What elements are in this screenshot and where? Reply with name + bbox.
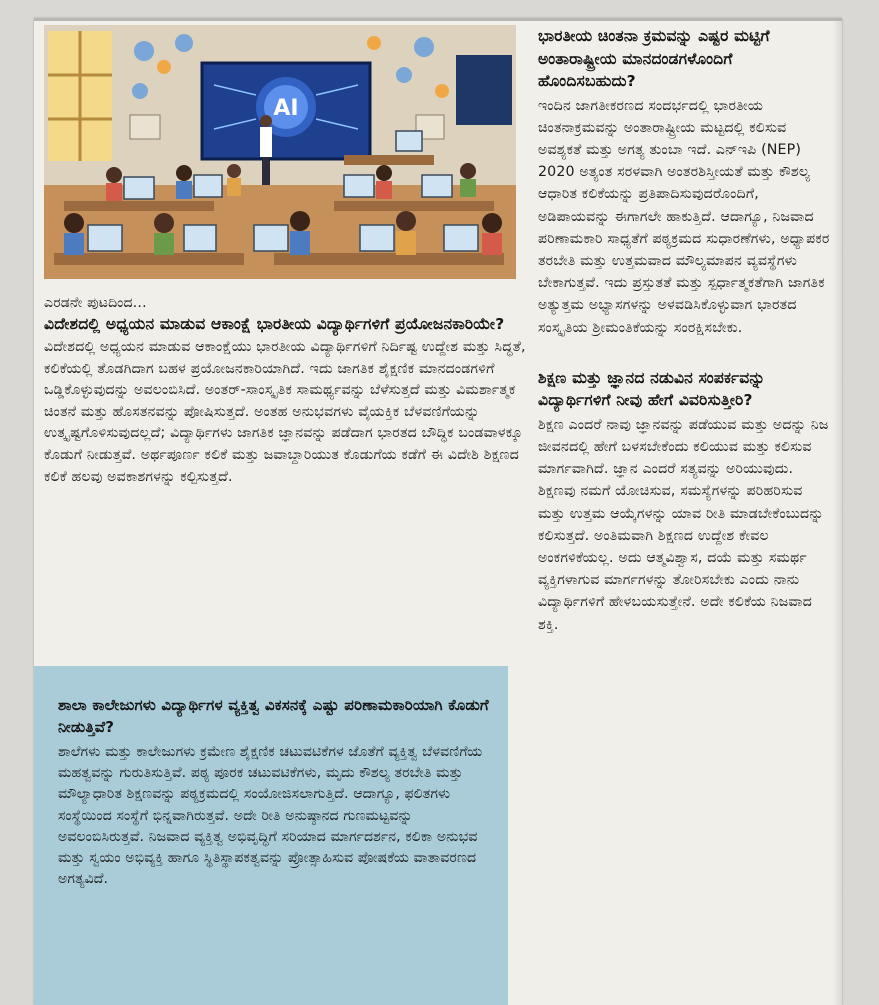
left-column [40, 25, 532, 488]
answer-indian-thought: ಇಂದಿನ ಜಾಗತೀಕರಣದ ಸಂದರ್ಭದಲ್ಲಿ ಭಾರತೀಯ ಚಿಂತನಾಕ್ರಮವನ್ನು ಅಂತಾರಾಷ್ಟ್ರೀಯ ಮಟ್ಟದಲ್ಲಿ ಕಲಿಸುವ ಅವಶ್ಯಕತೆ ಮತ್ತು ಅಗತ್ಯ ತುಂಬಾ ಇದೆ. ಎನ್‌ಇಪಿ (NEP) 2020 ಅತ್ಯಂತ ಸರಳವಾಗಿ ಅಂತರಶಿಸ್ತೀಯತೆ ಮತ್ತು ಕೌಶಲ್ಯ ಆಧಾರಿತ ಕಲಿಕೆಯನ್ನು ಪ್ರತಿಪಾದಿಸುವುದರೊಂದಿಗೆ, ಅಡಿಪಾಯವನ್ನು ಈಗಾಗಲೇ ಹಾಕುತ್ತಿದೆ. ಆದಾಗ್ಯೂ, ನಿಜವಾದ ಪರಿಣಾಮಕಾರಿ ಸಾಧ್ಯತೆಗೆ ಪಠ್ಯಕ್ರಮದ ಸುಧಾರಣೆಗಳು, ಅಧ್ಯಾಪಕರ ತರಬೇತಿ ಮತ್ತು ಉತ್ತಮವಾದ ಮೌಲ್ಯಮಾಪನ ವ್ಯವಸ್ಥೆಗಳು ಬೇಕಾಗುತ್ತವೆ. ಇದು ಪ್ರಸ್ತುತತೆ ಮತ್ತು ಸ್ಪರ್ಧಾತ್ಮಕತೆಗಾಗಿ ಜಾಗತಿಕ ಅತ್ಯುತ್ತಮ ಅಭ್ಯಾಸಗಳನ್ನು ಅಳವಡಿಸಿಕೊಳ್ಳುವಾಗ ಭಾರತದ ಸಂಸ್ಕೃತಿಯ ಶ್ರೀಮಂತಿಕೆಯನ್ನು ಸಂರಕ್ಷಿಸಬೇಕು. [538, 97, 830, 336]
page-edge-shadow [832, 21, 842, 1005]
classroom-scene [44, 25, 516, 279]
continued-from-label: ಎರಡನೇ ಪುಟದಿಂದ... [44, 295, 147, 311]
newspaper-page [34, 18, 842, 1005]
question-education-knowledge: ಶಿಕ್ಷಣ ಮತ್ತು ಜ್ಞಾನದ ನಡುವಿನ ಸಂಪರ್ಕವನ್ನು ವಿದ್ಯಾರ್ಥಿಗಳಿಗೆ ನೀವು ಹೇಗೆ ವಿವರಿಸುತ್ತೀರಿ? [538, 368, 766, 410]
answer-study-abroad: ವಿದೇಶದಲ್ಲಿ ಅಧ್ಯಯನ ಮಾಡುವ ಆಕಾಂಕ್ಷೆಯು ಭಾರತೀಯ ವಿದ್ಯಾರ್ಥಿಗಳಿಗೆ ನಿರ್ದಿಷ್ಟ ಉದ್ದೇಶ ಮತ್ತು ಸಿದ್ಧತೆ, ಕಲಿಕೆಯಲ್ಲಿ ತೊಡಗಿದಾಗ ಬಹಳ ಪ್ರಯೋಜನಕಾರಿಯಾಗಿದೆ. ಇದು ಜಾಗತಿಕ ಶೈಕ್ಷಣಿಕ ಮಾನದಂಡಗಳಿಗೆ ಒಡ್ಡಿಕೊಳ್ಳುವುದನ್ನು ಅವಲಂಬಿಸಿದೆ. ಅಂತರ್-ಸಾಂಸ್ಕೃತಿಕ ಸಾಮರ್ಥ್ಯವನ್ನು ಬೆಳೆಸುತ್ತದೆ ಮತ್ತು ವಿಮರ್ಶಾತ್ಮಕ ಚಿಂತನೆ ಮತ್ತು ಹೊಸತನವನ್ನು ಪೋಷಿಸುತ್ತದೆ. ಅಂತಹ ಅನುಭವಗಳು ವೈಯಕ್ತಿಕ ಬೆಳವಣಿಗೆಯನ್ನು ಉತ್ಕೃಷ್ಟಗೊಳಿಸುವುದಲ್ಲದೆ; ವಿದ್ಯಾರ್ಥಿಗಳು ಜಾಗತಿಕ ಜ್ಞಾನವನ್ನು ಪಡೆದಾಗ ಭಾರತದ ಬೌದ್ಧಿಕ ಬಂಡವಾಳಕ್ಕೂ ಕೊಡುಗೆ ನೀಡುತ್ತವೆ. ಅರ್ಥಪೂರ್ಣ ಕಲಿಕೆ ಮತ್ತು ಜವಾಬ್ದಾರಿಯುತ ಕೊಡುಗೆಯ ಕಡೆಗೆ ಈ ವಿದೇಶಿ ಶಿಕ್ಷಣದ ಕಲಿಕೆ ಹಲವು ಅವಕಾಶಗಳನ್ನು ಕಲ್ಪಿಸುತ್ತದೆ. [44, 339, 526, 485]
answer-education-knowledge: ಶಿಕ್ಷಣ ಎಂದರೆ ನಾವು ಜ್ಞಾನವನ್ನು ಪಡೆಯುವ ಮತ್ತು ಅದನ್ನು ನಿಜ ಜೀವನದಲ್ಲಿ ಹೇಗೆ ಬಳಸಬೇಕೆಂದು ಕಲಿಯುವ ಮತ್ತು ಕಲಿಸುವ ಮಾರ್ಗವಾಗಿದೆ. ಜ್ಞಾನ ಎಂದರೆ ಸತ್ಯವನ್ನು ಅರಿಯುವುದು. ಶಿಕ್ಷಣವು ನಮಗೆ ಯೋಚಿಸುವ, ಸಮಸ್ಯೆಗಳನ್ನು ಪರಿಹರಿಸುವ ಮತ್ತು ಉತ್ತಮ ಆಯ್ಕೆಗಳನ್ನು ಯಾವ ರೀತಿ ಮಾಡಬೇಕೆಂಬುದನ್ನು ಕಲಿಸುತ್ತದೆ. ಅಂತಿಮವಾಗಿ ಶಿಕ್ಷಣದ ಉದ್ದೇಶ ಕೇವಲ ಅಂಕಗಳಿಕೆಯಲ್ಲ. ಅದು ಆತ್ಮವಿಶ್ವಾಸ, ದಯೆ ಮತ್ತು ಸಮರ್ಥ ವ್ಯಕ್ತಿಗಳಾಗುವ ಮಾರ್ಗಗಳನ್ನು ತೋರಿಸಬೇಕು ಎಂದು ನಾನು ವಿದ್ಯಾರ್ಥಿಗಳಿಗೆ ಹೇಳಬಯಸುತ್ತೇನೆ. ಅದೇ ಕಲಿಕೆಯ ನಿಜವಾದ ಶಕ್ತಿ. [538, 416, 829, 633]
question-study-abroad: ವಿದೇಶದಲ್ಲಿ ಅಧ್ಯಯನ ಮಾಡುವ ಆಕಾಂಕ್ಷೆ ಭಾರತೀಯ ವಿದ್ಯಾರ್ಥಿಗಳಿಗೆ ಪ್ರಯೋಜನಕಾರಿಯೇ? [44, 315, 505, 333]
ai-screen-text: AI [273, 96, 299, 121]
classroom-ai-illustration [44, 25, 516, 279]
highlight-box [34, 666, 508, 1005]
right-column [534, 25, 834, 636]
section-gap [534, 339, 834, 367]
question-indian-thought: ಭಾರತೀಯ ಚಿಂತನಾ ಕ್ರಮವನ್ನು ಎಷ್ಟರ ಮಟ್ಟಿಗೆ ಅಂತಾರಾಷ್ಟ್ರೀಯ ಮಾನದಂಡಗಳೊಂದಿಗೆ ಹೊಂದಿಸಬಹುದು? [538, 27, 770, 90]
answer-personality-development: ಶಾಲೆಗಳು ಮತ್ತು ಕಾಲೇಜುಗಳು ಕ್ರಮೇಣ ಶೈಕ್ಷಣಿಕ ಚಟುವಟಿಕೆಗಳ ಜೊತೆಗೆ ವ್ಯಕ್ತಿತ್ವ ಬೆಳವಣಿಗೆಯ ಮಹತ್ವವನ್ನು ಗುರುತಿಸುತ್ತಿವೆ. ಪಠ್ಯ ಪೂರಕ ಚಟುವಟಿಕೆಗಳು, ಮೃದು ಕೌಶಲ್ಯ ತರಬೇತಿ ಮತ್ತು ಮೌಲ್ಯಾಧಾರಿತ ಶಿಕ್ಷಣವನ್ನು ಪಠ್ಯಕ್ರಮದಲ್ಲಿ ಸಂಯೋಜಿಸಲಾಗುತ್ತಿದೆ. ಆದಾಗ್ಯೂ, ಫಲಿತಗಳು ಸಂಸ್ಥೆಯಿಂದ ಸಂಸ್ಥೆಗೆ ಭಿನ್ನವಾಗಿರುತ್ತವೆ. ಅದೇ ರೀತಿ ಅನುಷ್ಠಾನದ ಗುಣಮಟ್ಟವನ್ನು ಅವಲಂಬಿಸಿರುತ್ತವೆ. ನಿಜವಾದ ವ್ಯಕ್ತಿತ್ವ ಅಭಿವೃದ್ಧಿಗೆ ಸರಿಯಾದ ಮಾರ್ಗದರ್ಶನ, ಕಲಿಕಾ ಅನುಭವ ಮತ್ತು ಸ್ವಯಂ ಅಭಿವ್ಯಕ್ತಿ ಹಾಗೂ ಸ್ಥಿತಿಸ್ಥಾಪಕತ್ವವನ್ನು ಪ್ರೋತ್ಸಾಹಿಸುವ ಪೋಷಕೆಯ ವಾತಾವರಣದ ಅಗತ್ಯವಿದೆ. [58, 744, 483, 888]
question-personality-development: ಶಾಲಾ ಕಾಲೇಜುಗಳು ವಿದ್ಯಾರ್ಥಿಗಳ ವ್ಯಕ್ತಿತ್ವ ವಿಕಸನಕ್ಕೆ ಎಷ್ಟು ಪರಿಣಾಮಕಾರಿಯಾಗಿ ಕೊಡುಗೆ ನೀಡುತ್ತಿವೆ? [58, 696, 489, 736]
